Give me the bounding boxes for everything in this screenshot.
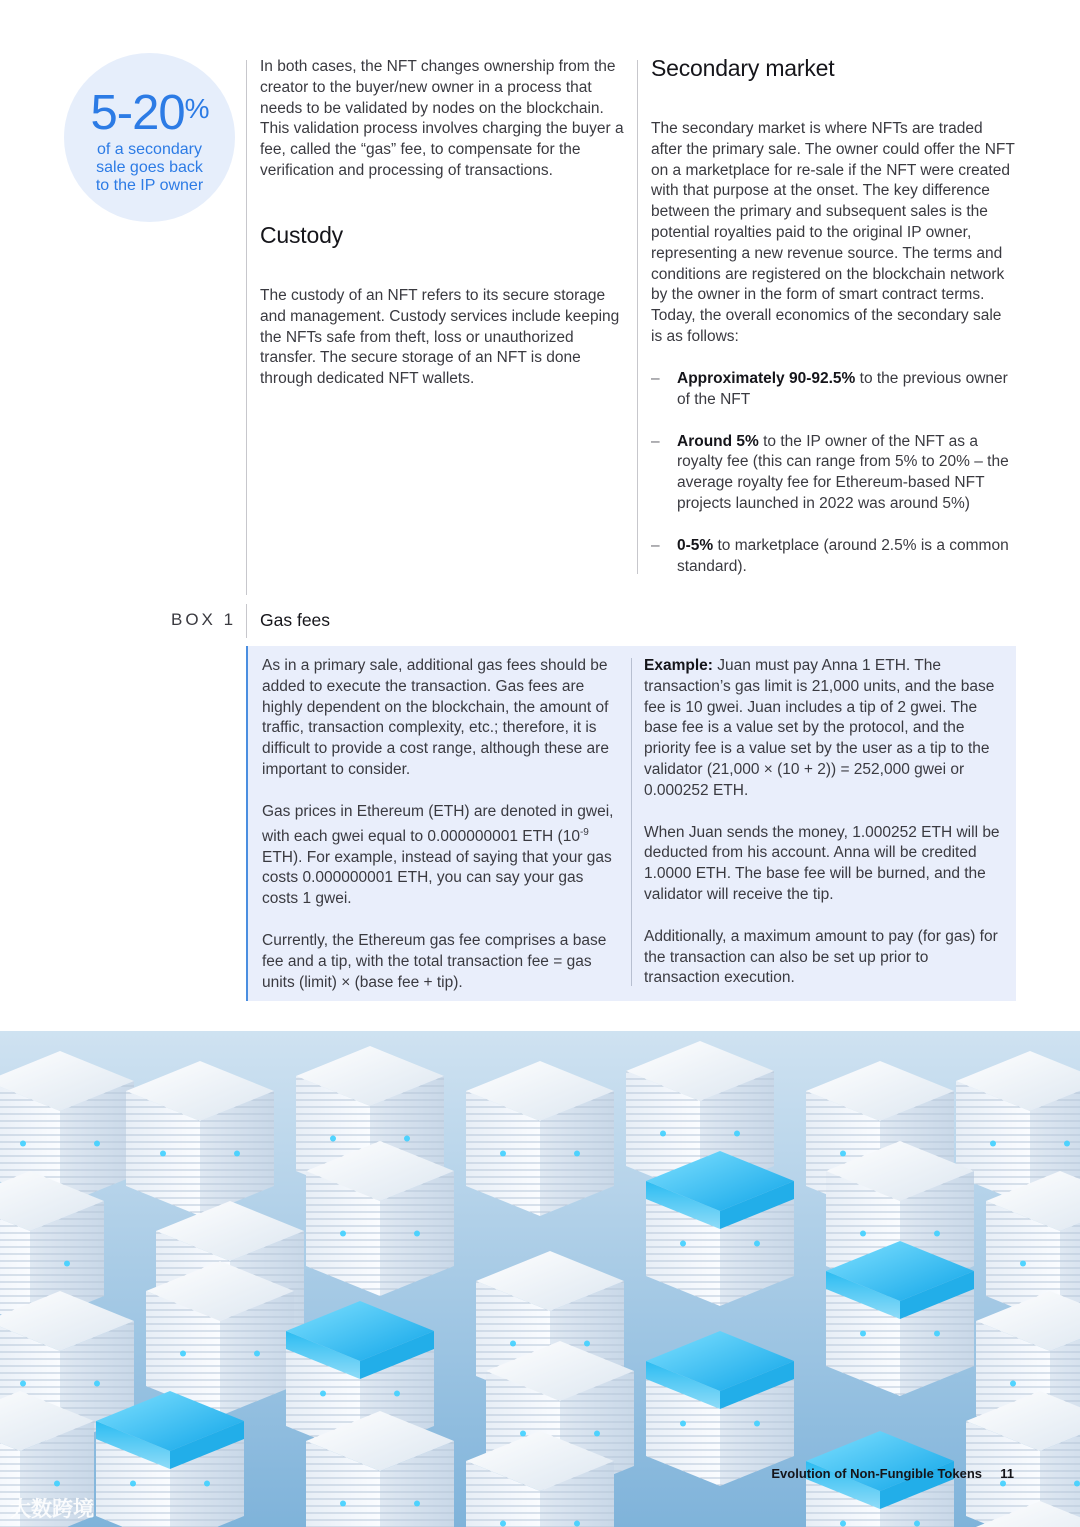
exponent: -9 <box>579 826 589 838</box>
stat-value: 5-20% <box>90 86 209 140</box>
white-cube <box>466 1061 614 1216</box>
box-left-column <box>262 656 620 1014</box>
list-item <box>651 432 1016 515</box>
box-right-column <box>644 656 1006 1010</box>
example-text: Juan must pay Anna 1 ETH. The transaction’s gas limit is 21,000 units, and the base fee is 10 gwei. Juan includes a tip of 2 gwei. The base fee is a value set by the protocol, and the priority fee is a value set by the user as a tip to the validator (21,000 × (10 + 2)) = 252,000 gwei or 0.000252 ETH. <box>644 657 995 799</box>
stat-caption-line: sale goes back <box>96 159 203 176</box>
blue-cube <box>646 1331 794 1486</box>
box-label-rule <box>246 604 247 638</box>
custody-heading: Custody <box>260 222 343 248</box>
box-title: Gas fees <box>260 610 331 630</box>
list-item-text: to the IP owner of the NFT as a royalty fee (this can range from 5% to 20% – the average royalty fee for Ethereum-based NFT projects launched in 2022 was around 5%) <box>677 432 1009 512</box>
secondary-market-paragraph: The secondary market is where NFTs are traded after the primary sale. The owner could offer the NFT on a marketplace for re-sale if the NFT were created with that purpose at the onset. The key difference between the primary and subsequent sales is the potential royalties paid to the original IP owner, representing a new revenue source. The terms and conditions are registered on the blockchain network by the owner in the form of smart contract terms. Today, the overall economics of the secondary sale is as follows: <box>651 120 1015 345</box>
box-paragraph-gwei: Gas prices in Ethereum (ETH) are denoted in gwei, with each gwei equal to 0.000000001 ETH ($10^{-9}$ ETH). For example, instead of saying that your gas costs 0.000000001 ETH, you can say your gas costs 1 gwei. <box>262 802 614 908</box>
right-column-rule <box>637 60 638 574</box>
watermark: 大数跨境 <box>10 1498 94 1521</box>
stat-unit: % <box>184 93 209 124</box>
box-paragraph: Additionally, a maximum amount to pay (for gas) for the transaction can also be set up prior to transaction execution. <box>644 927 998 987</box>
box-paragraph: When Juan sends the money, 1.000252 ETH will be deducted from his account. Anna will be credited 1.0000 ETH. The base fee will be burned, and the validator will receive the tip. <box>644 823 1000 903</box>
box-divider <box>631 658 632 986</box>
box-paragraph: As in a primary sale, additional gas fees should be added to execute the transaction. Gas fees are highly dependent on the blockchain, the amount of traffic, transaction complexity, etc.; therefore, it is difficult to provide a cost range, although these are important to consider. <box>262 657 609 778</box>
cubes-svg <box>0 1031 1080 1527</box>
economics-list <box>651 369 1016 598</box>
stat-caption-line: of a secondary <box>97 141 202 158</box>
footer-title: Evolution of Non-Fungible Tokens <box>771 1466 982 1481</box>
list-item-bold: Around 5% <box>677 432 759 450</box>
blockchain-cubes-illustration <box>0 1031 1080 1527</box>
list-dash: – <box>651 370 660 387</box>
list-item-bold: 0-5% <box>677 536 714 554</box>
left-column-rule <box>246 60 247 595</box>
list-item-text: to marketplace (around 2.5% is a common standard). <box>677 536 1009 575</box>
stat-caption-line: to the IP owner <box>95 177 204 194</box>
list-item <box>651 536 1016 578</box>
intro-paragraph: In both cases, the NFT changes ownership from the creator to the buyer/new owner in a process that needs to be validated by nodes on the blockchain. This validation process involves charging the buyer a fee, called the “gas” fee, to compensate for the verification and processing of transactions. <box>260 58 624 179</box>
box-paragraph: Currently, the Ethereum gas fee comprises a base fee and a tip, with the total transaction fee = gas units (limit) × (base fee + tip). <box>262 931 607 991</box>
list-item <box>651 369 1016 411</box>
blue-cube <box>646 1151 794 1306</box>
stat-caption <box>64 141 235 195</box>
secondary-market-heading: Secondary market <box>651 55 835 81</box>
box-label: BOX 1 <box>171 610 237 629</box>
list-item-text: to the previous owner of the NFT <box>677 370 1008 408</box>
stat-circle <box>64 53 235 222</box>
white-cube <box>306 1141 454 1296</box>
list-dash: – <box>651 536 660 554</box>
white-cube <box>126 1061 274 1216</box>
cube-layer <box>0 1041 1080 1527</box>
list-item-bold: Approximately 90-92.5% <box>677 370 856 387</box>
box-accent-bar <box>246 646 248 1001</box>
list-dash: – <box>651 432 660 450</box>
page-number: 11 <box>1000 1466 1014 1481</box>
example-label: Example: <box>644 657 713 674</box>
box-example <box>644 656 1006 802</box>
blue-cube <box>826 1241 974 1396</box>
custody-paragraph: The custody of an NFT refers to its secure storage and management. Custody services include keeping the NFTs safe from theft, loss or unauthorized transfer. The secure storage of an NFT is done through dedicated NFT wallets. <box>260 287 620 388</box>
